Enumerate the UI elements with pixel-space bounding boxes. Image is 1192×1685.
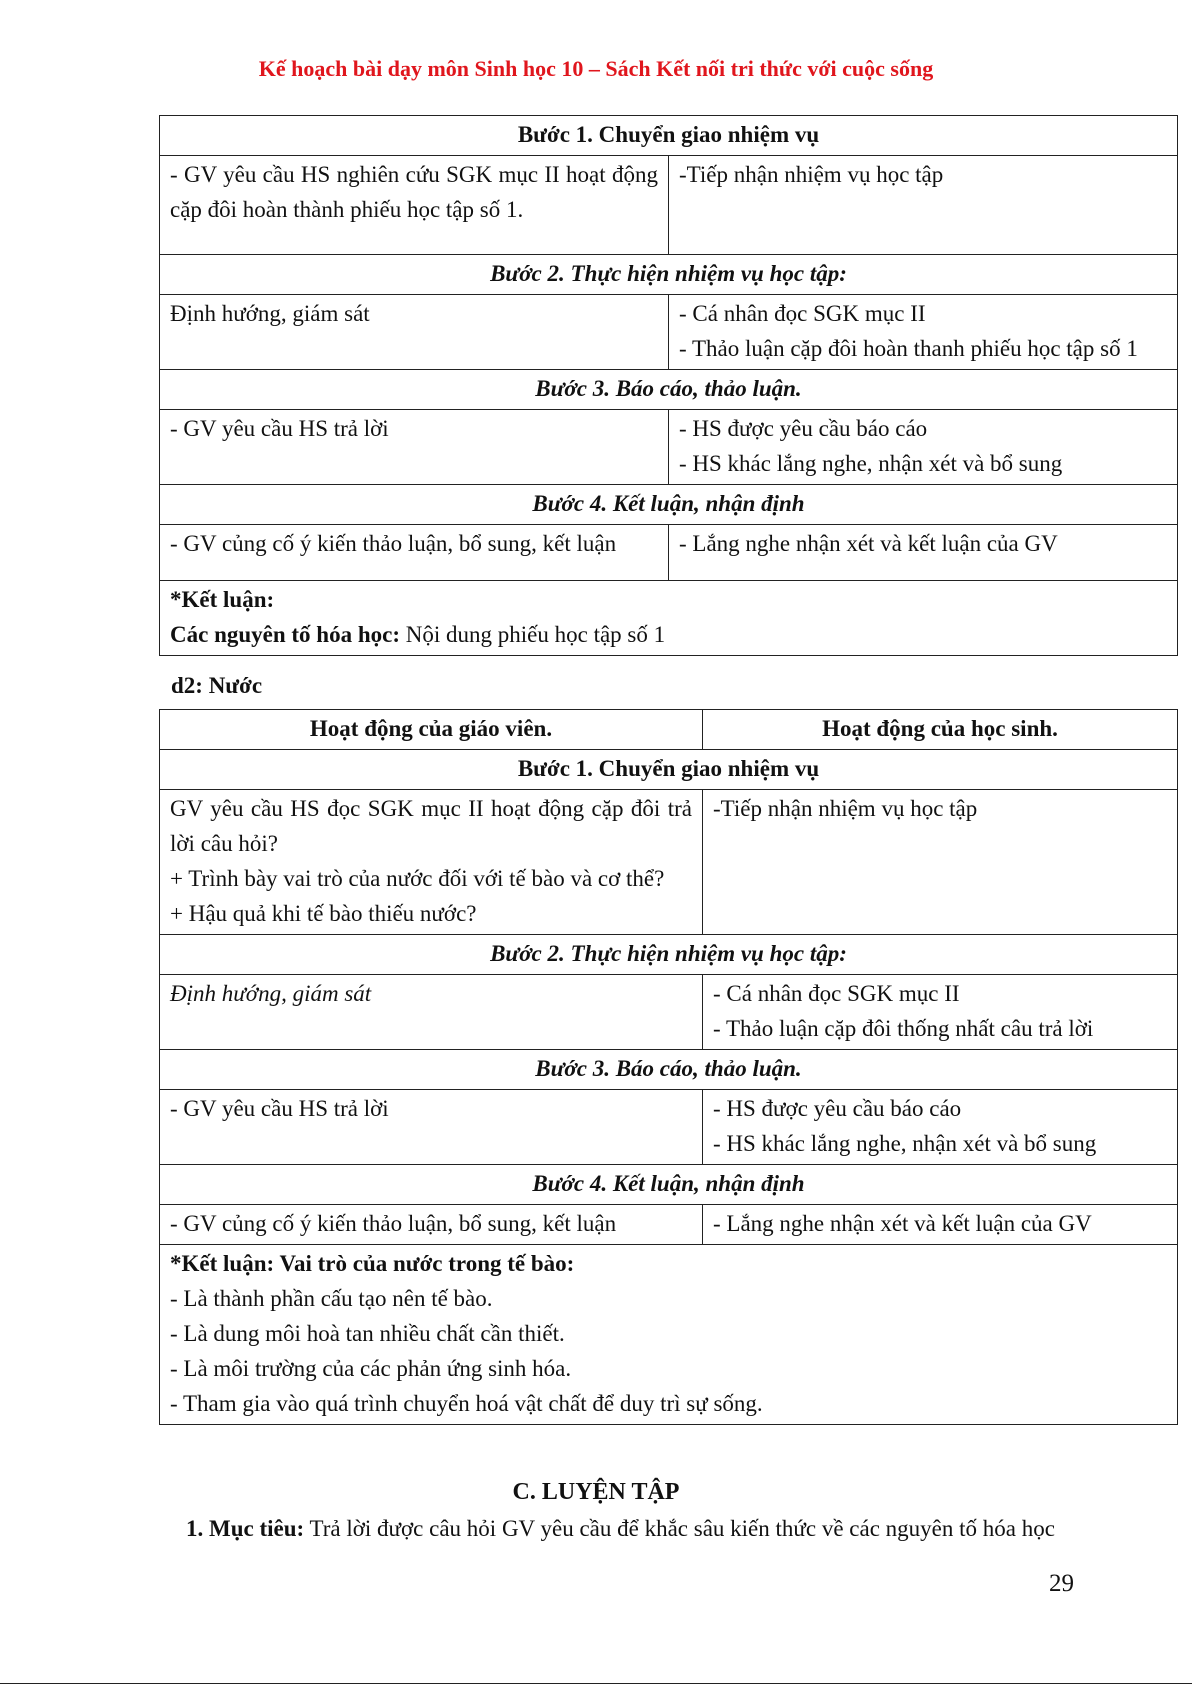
conclusion-cell [160,581,1178,656]
conclusion-title: *Kết luận: [170,587,275,612]
step1-heading: Bước 1. Chuyển giao nhiệm vụ [160,750,1178,790]
goal-text: Trả lời được câu hỏi GV yêu cầu để khắc sâu kiến thức về các nguyên tố hóa học [304,1516,1055,1541]
student-column-header: Hoạt động của học sinh. [703,710,1178,750]
step1-heading: Bước 1. Chuyển giao nhiệm vụ [160,116,1178,156]
step4-student-cell: - Lắng nghe nhận xét và kết luận của GV [703,1205,1178,1245]
step1-teacher-cell [160,790,703,935]
step3-student-cell [669,410,1178,485]
teacher-column-header: Hoạt động của giáo viên. [160,710,703,750]
step2-heading: Bước 2. Thực hiện nhiệm vụ học tập: [160,255,1178,295]
step3-teacher-cell: - GV yêu cầu HS trả lời [160,410,669,485]
activity-table-2 [159,709,1178,1425]
step1-teacher-cell: - GV yêu cầu HS nghiên cứu SGK mục II hoạt động cặp đôi hoàn thành phiếu học tập số 1. [160,156,669,255]
step3-student-cell [703,1090,1178,1165]
conclusion-item: - Là thành phần cấu tạo nên tế bào. [170,1286,493,1311]
step1-teacher-line: + Hậu quả khi tế bào thiếu nước? [170,901,477,926]
activity-table-1 [159,115,1178,656]
goal-paragraph [186,1516,1055,1542]
step2-student-cell [669,295,1178,370]
section-title: C. LUYỆN TẬP [512,1479,680,1505]
step4-teacher-cell: - GV củng cố ý kiến thảo luận, bổ sung, kết luận [160,525,669,581]
step2-teacher-cell: Định hướng, giám sát [160,975,703,1050]
step1-teacher-line: + Trình bày vai trò của nước đối với tế bào và cơ thể? [170,866,665,891]
conclusion-label: Các nguyên tố hóa học: [170,622,401,647]
step2-student-line: - Thảo luận cặp đôi thống nhất câu trả lời [713,1016,1094,1041]
step3-student-line: - HS khác lắng nghe, nhận xét và bổ sung [713,1131,1097,1156]
step2-student-line: - Thảo luận cặp đôi hoàn thanh phiếu học tập số 1 [679,336,1138,361]
step2-student-line: - Cá nhân đọc SGK mục II [713,981,960,1006]
step4-teacher-cell: - GV củng cố ý kiến thảo luận, bổ sung, kết luận [160,1205,703,1245]
step4-heading: Bước 4. Kết luận, nhận định [160,1165,1178,1205]
page-header-title: Kế hoạch bài dạy môn Sinh học 10 – Sách Kết nối tri thức với cuộc sống [258,56,934,81]
step2-heading: Bước 2. Thực hiện nhiệm vụ học tập: [160,935,1178,975]
conclusion-title: *Kết luận: Vai trò của nước trong tế bào: [170,1251,575,1276]
step1-student-cell: -Tiếp nhận nhiệm vụ học tập [669,156,1178,255]
step3-student-line: - HS được yêu cầu báo cáo [713,1096,962,1121]
step3-teacher-cell: - GV yêu cầu HS trả lời [160,1090,703,1165]
conclusion-item: - Tham gia vào quá trình chuyển hoá vật chất để duy trì sự sống. [170,1391,763,1416]
subheading-water: d2: Nước [171,673,263,698]
goal-label: 1. Mục tiêu: [186,1516,305,1541]
step2-teacher-cell: Định hướng, giám sát [160,295,669,370]
step4-heading: Bước 4. Kết luận, nhận định [160,485,1178,525]
step2-student-cell [703,975,1178,1050]
step1-teacher-line: GV yêu cầu HS đọc SGK mục II hoạt động cặp đôi trả lời câu hỏi? [170,796,692,856]
step1-student-cell: -Tiếp nhận nhiệm vụ học tập [703,790,1178,935]
conclusion-text: Nội dung phiếu học tập số 1 [400,622,666,647]
step3-student-line: - HS được yêu cầu báo cáo [679,416,928,441]
step3-student-line: - HS khác lắng nghe, nhận xét và bổ sung [679,451,1063,476]
conclusion-cell [160,1245,1178,1425]
step4-student-cell: - Lắng nghe nhận xét và kết luận của GV [669,525,1178,581]
step3-heading: Bước 3. Báo cáo, thảo luận. [160,1050,1178,1090]
conclusion-item: - Là môi trường của các phản ứng sinh hóa. [170,1356,572,1381]
step2-student-line: - Cá nhân đọc SGK mục II [679,301,926,326]
bottom-rule [0,1683,1192,1684]
conclusion-item: - Là dung môi hoà tan nhiều chất cần thiết. [170,1321,565,1346]
step3-heading: Bước 3. Báo cáo, thảo luận. [160,370,1178,410]
page-number: 29 [1049,1570,1074,1597]
